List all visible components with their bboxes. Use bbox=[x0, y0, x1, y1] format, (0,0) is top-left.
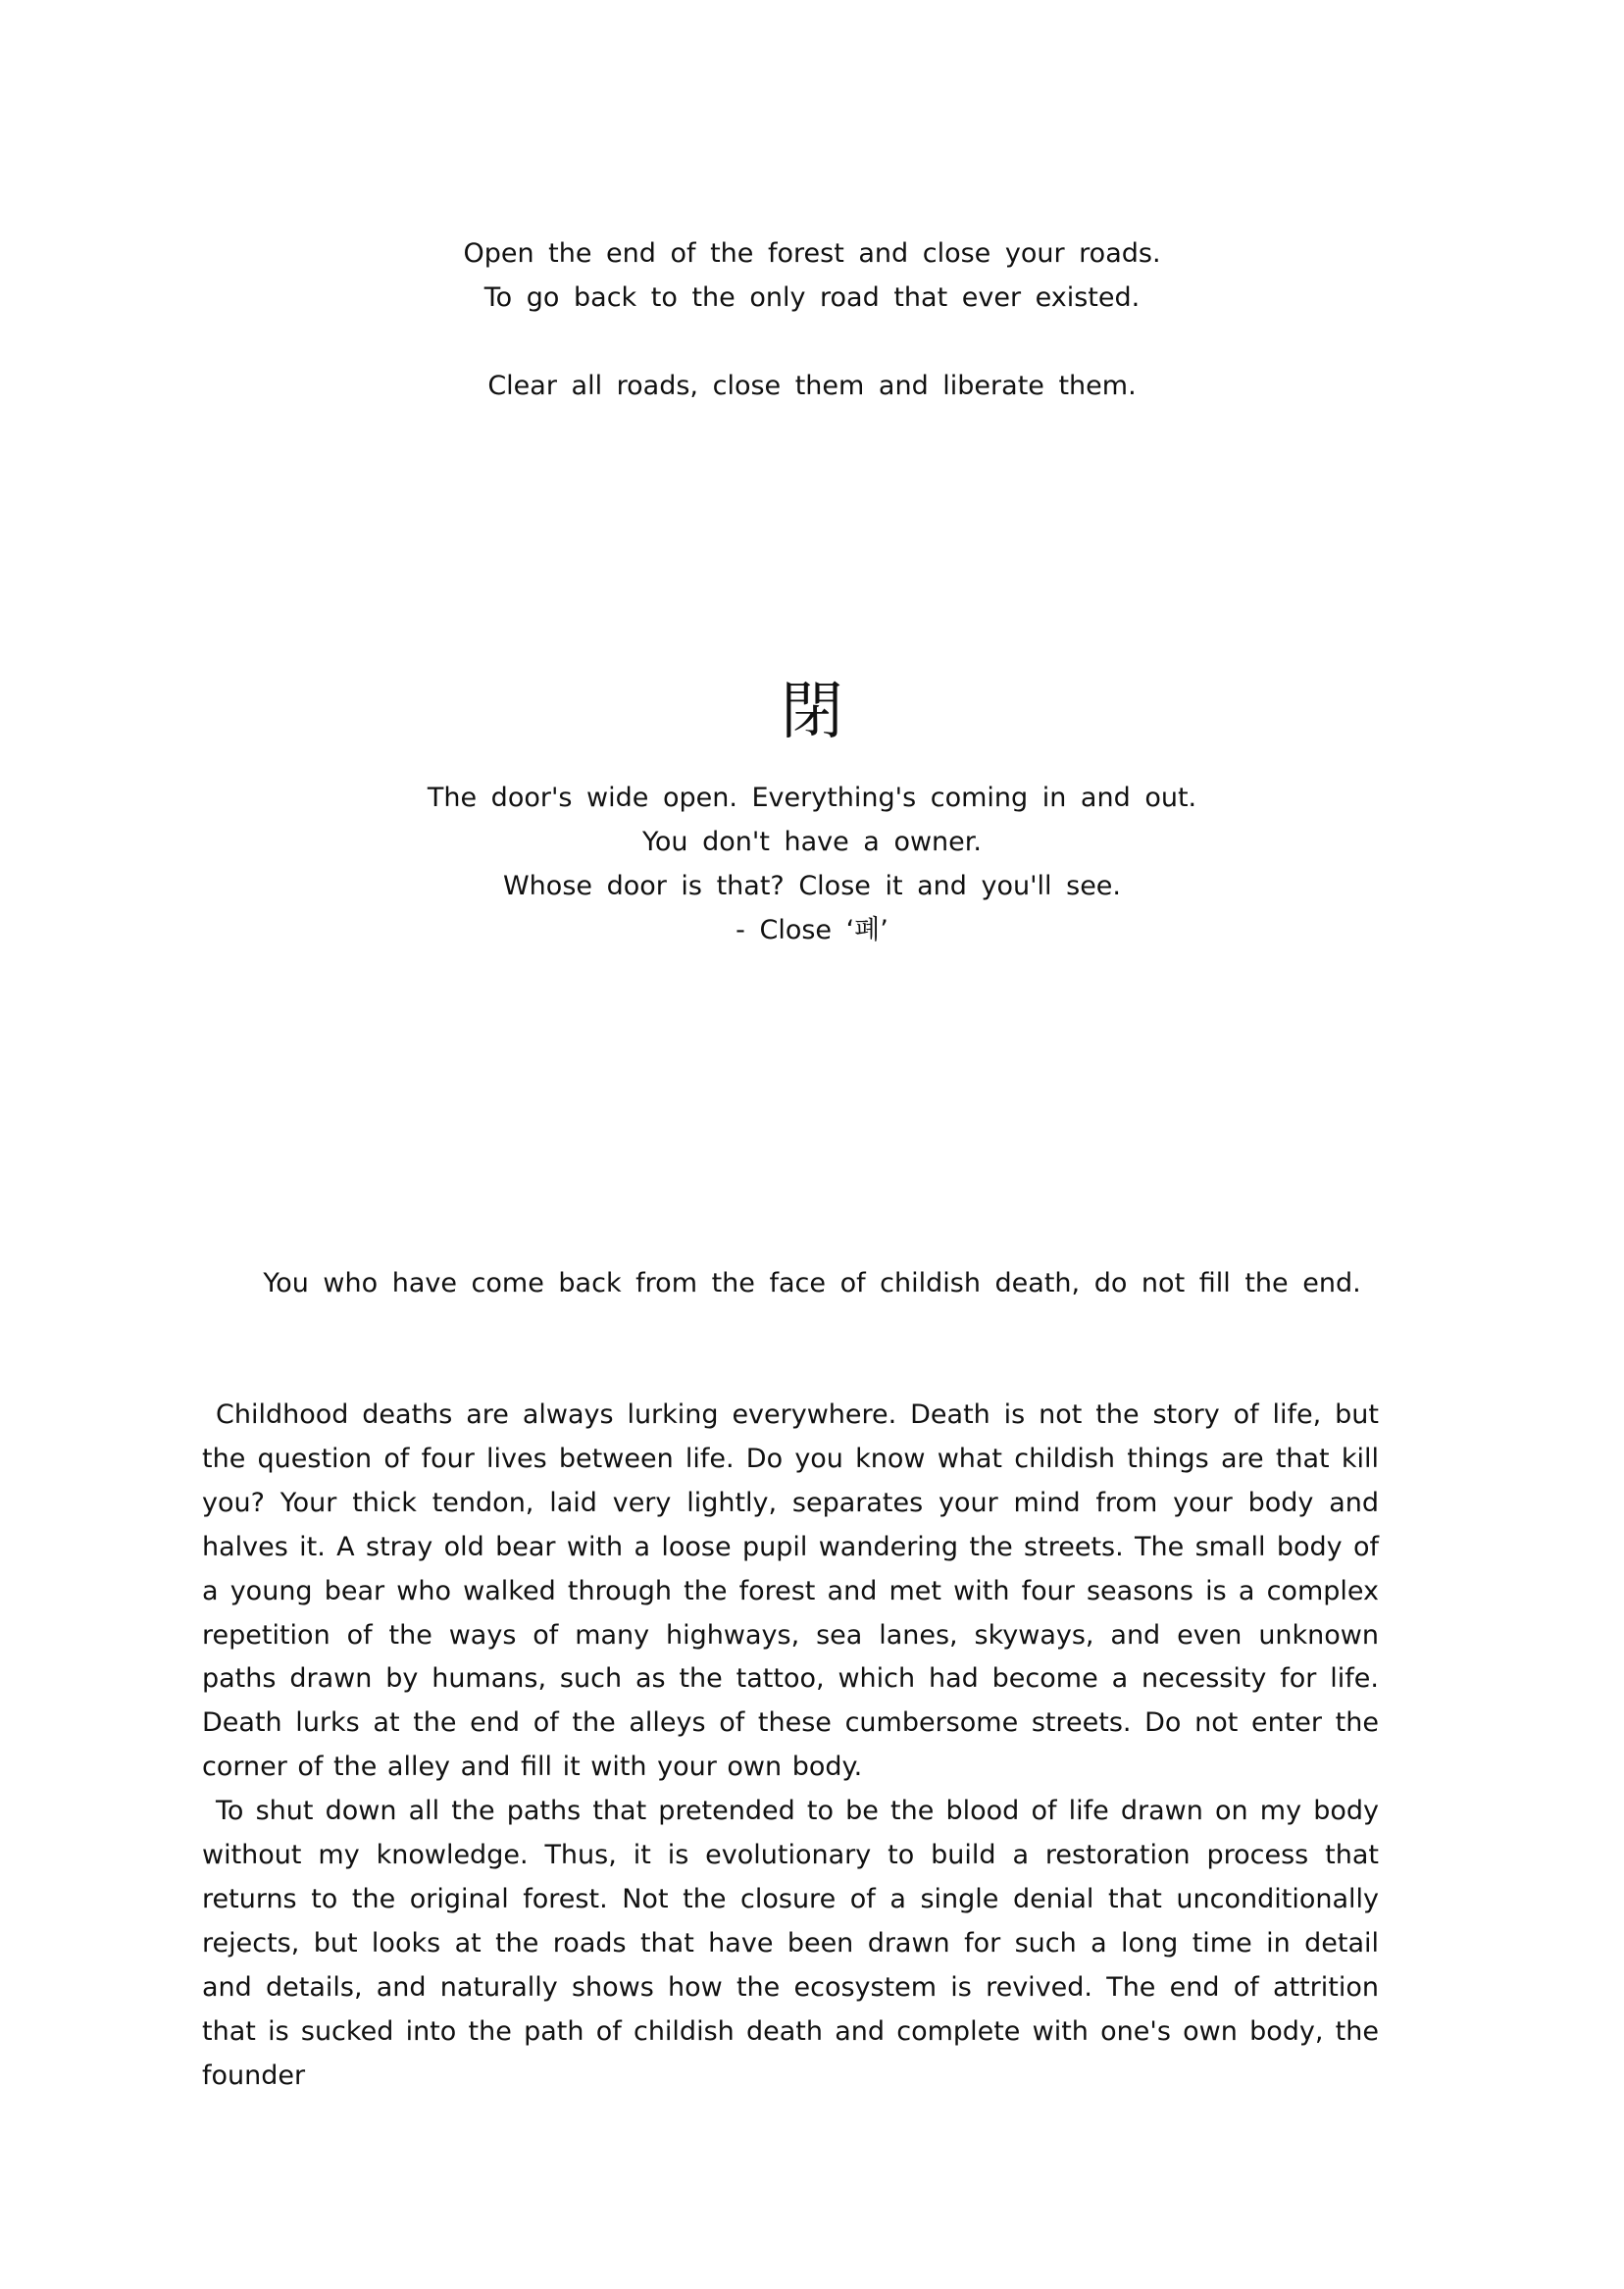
poem-line-3: Whose door is that? Close it and you'll see. bbox=[502, 871, 1122, 901]
door-poem bbox=[0, 776, 1624, 952]
body-paragraph-1: Childhood deaths are always lurking everywhere. Death is not the story of life, but the question of four lives between life. Do you know what childish things are that kill you? Your thick tendon, laid very lightly, separates your mind from your body and halves it. A stray old bear with a loose pupil wandering the streets. The small body of a young bear who walked through the forest and met with four seasons is a complex repetition of the ways of many highways, sea lanes, skyways, and even unknown paths drawn by humans, such as the tattoo, which had become a necessity for life. Death lurks at the end of the alleys of these cumbersome streets. Do not enter the corner of the alley and fill it with your own body. bbox=[202, 1399, 1379, 1783]
poem-attribution: - Close ‘폐’ bbox=[736, 915, 888, 945]
poem-line-2: You don't have a owner. bbox=[642, 827, 982, 857]
intro-line-1: Open the end of the forest and close your roads. bbox=[463, 238, 1161, 269]
hanja-close-glyph: 閉 bbox=[781, 676, 843, 748]
poem-line-1: The door's wide open. Everything's coming in and out. bbox=[427, 783, 1197, 813]
section-heading bbox=[0, 1261, 1624, 1305]
intro-stanza bbox=[0, 231, 1624, 320]
body-paragraph-2: To shut down all the paths that pretended to be the blood of life drawn on my body without my knowledge. Thus, it is evolutionary to build a restoration process that returns to the original forest. Not the closure of a single denial that unconditionally rejects, but looks at the roads that have been drawn for such a long time in detail and details, and naturally shows how the ecosystem is revived. The end of attrition that is sucked into the path of childish death and complete with one's own body, the founder bbox=[202, 1796, 1379, 2091]
section-heading-text: You who have come back from the face of childish death, do not fill the end. bbox=[263, 1268, 1361, 1298]
body-text bbox=[202, 1394, 1379, 2099]
clear-roads-line bbox=[0, 364, 1624, 408]
intro-line-2: To go back to the only road that ever existed. bbox=[483, 282, 1141, 313]
clear-line-text: Clear all roads, close them and liberate them. bbox=[487, 371, 1137, 401]
